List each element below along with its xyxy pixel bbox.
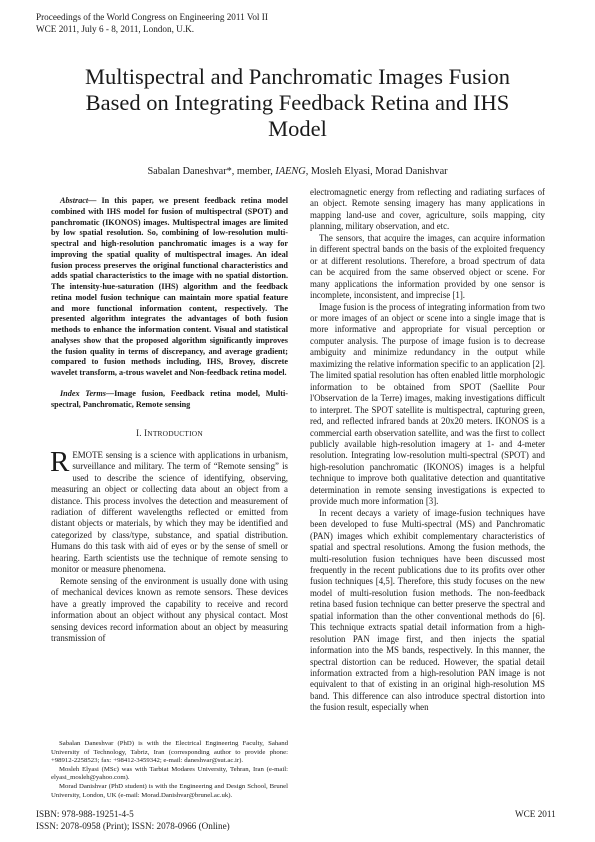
left-column (51, 196, 288, 644)
proceedings-header (36, 11, 268, 35)
paper-title (40, 64, 555, 142)
authors-affiliation: IAENG (275, 166, 306, 177)
author-list (40, 165, 555, 178)
header-line-1: Proceedings of the World Congress on Engineering 2011 Vol II (36, 12, 268, 22)
header-line-2: WCE 2011, July 6 - 8, 2011, London, U.K. (36, 24, 195, 34)
body-paragraph-1: electromagnetic energy from reflecting and radiating surfaces of an object. Remote sensing imagery has many applications in mapping land-use and cover, agriculture, soils mapping, city planning, military observation, and etc. (310, 187, 545, 232)
index-terms-label: Index Terms (60, 388, 106, 398)
title-line-3: Model (268, 116, 327, 141)
index-terms-text: —Image fusion, Feedback retina model, Multi-spectral, Panchromatic, Remote sensing (51, 388, 288, 409)
section-title-rest: NTRODUCTION (147, 429, 203, 439)
intro-p1-text: EMOTE sensing is a science with applications in urbanism, surveillance and military. The term of “Remote sensing” is used to describe the science of identifying, observing, measuring an object or collecting data about an object from a distance. This process involves the detection and measurement of radiation of different wavelengths reflected or emitted from distant objects or materials, by which they may be identified and categorized by class/type, substance, and spatial distribution. Humans do this task with aid of eyes or by the sense of smell or hearing. Earth scientists use the technique of remote sensing to monitor or measure phenomena. (51, 449, 288, 575)
footnote-3: Morad Danishvar (PhD student) is with the Engineering and Design School, Brunel University, London, UK (e-mail: Morad.Danishvar@brunel.ac.uk). (51, 782, 288, 799)
author-footnotes (51, 740, 288, 800)
page-footer-left (36, 808, 230, 832)
abstract-text: In this paper, we present feedback retina model combined with IHS model for fusion of multispectral (SPOT) and panchromatic (IKONOS) images. Multispectral images are limited by low spatial resolution. So, combining of low-resolution multi-spectral and high-resolution panchromatic images is a way for improving the spatial quality of multispectral images. An ideal fusion process preserves the original functional characteristics and adds spatial characteristics to the image with no spatial distortion. The intensity-hue-saturation (IHS) algorithm and the feedback retina model fusion technique can maintain more spatial feature and more functional information content, respectively. The presented algorithm integrates the advantages of both fusion methods to enhance the information content. Visual and statistical analyses show that the proposed algorithm significantly improves the fusion quality in terms of discrepancy, and average gradient; compared to fusion methods including, IHS, Brovey, discrete wavelet transform, a-trous wavelet and Non-feedback retina model. (51, 196, 288, 377)
authors-after: , Mosleh Elyasi, Morad Danishvar (305, 166, 448, 177)
footer-isbn: ISBN: 978-988-19251-4-5 (36, 809, 134, 819)
footnote-1: Sabalan Daneshvar (PhD) is with the Electrical Engineering Faculty, Sahand University of Technology, Tabriz, Iran (corresponding author to provide phone: +98912-2258523; fax: +98412-3459342; e-mail: daneshvar@sut.ac.ir). (51, 740, 288, 765)
section-first-letter: I (144, 428, 148, 439)
abstract-label: Abstract— (60, 196, 97, 205)
title-line-1: Multispectral and Panchromatic Images Fusion (85, 64, 510, 89)
body-paragraph-3: Image fusion is the process of integrating information from two or more images of an object or scene into a single image that is more informative and appropriate for visual perception or computer analysis. The purpose of image fusion is to decrease ambiguity and minimize redundancy in the output while maximizing the relative information specific to an application [2]. The limited spatial resolution has often enabled little morphologic information to be obtained from SPOT (Saellite Pour l'Observation de la Terre) images, making investigations difficult to interpret. The SPOT satellite is multispectral, capturing green, red, and reflected infrared bands at 20x20 meters. IKONOS is a commercial earth observation satellite, and was the first to collect publicly available high-resolution imagery at 1- and 4-meter resolution. Integrating low-resolution multi-spectral (SPOT) and high-resolution panchromatic (IKONOS) images is a helpful technique to improve both qualitative detection and quantitative determination in remote sensing investigations is expected to provide much more information [3]. (310, 301, 546, 507)
footnote-2: Mosleh Elyasi (MSc) was with Tarbiat Modares University, Tehran, Iran (e-mail: elyasi_mosleh@yahoo.com). (51, 765, 288, 782)
page-footer-right: WCE 2011 (515, 809, 556, 819)
section-heading-introduction (51, 428, 288, 439)
intro-paragraph-2: Remote sensing of the environment is usually done with using of mechanical devices known as remote sensors. These devices have a greatly improved the capability to receive and record information about an object without any physical contact. Most sensing devices record information about an object by measuring transmission of (51, 575, 288, 643)
footer-issn: ISSN: 2078-0958 (Print); ISSN: 2078-0966 (Online) (36, 821, 230, 831)
section-numeral: I. (136, 428, 145, 439)
drop-cap: R (50, 445, 70, 478)
intro-paragraph-1 (50, 445, 288, 576)
body-paragraph-4: In recent decays a variety of image-fusion techniques have been developed to fuse Multi-spectral (MS) and Panchromatic (PAN) images which exhibit complementary characteristics of spatial and spectral resolutions. Among the fusion methods, the multi-resolution fusion techniques have been discussed most frequently in the recent publications due to its profits over other fusion techniques [4,5]. Therefore, this study focuses on the new model of multi-resolution fusion methods. The non-feedback retina based fusion technique can better preserve the spectral and spatial information than the other conventional methods do [6]. This technique extracts spatial detail information from a high-resolution PAN image first, and then injects the spatial information into the MS bands, respectively. In this manner, the spectral distortion can be reduced. However, the spatial detail information extracted from a high-resolution PAN image is not equivalent to that of existing in an original high-resolution MS band. This difference can also introduce spectral distortion into the fusion result, especially when (310, 507, 545, 713)
body-paragraph-2: The sensors, that acquire the images, can acquire information in different spectral bands on the basis of the exploited frequency or at different resolutions. Therefore, a broad spectrum of data can be acquired from the same observed object or scene. For many applications the information provided by one sensor is incomplete, inconsistent, and imprecise [1]. (310, 232, 545, 301)
right-column (310, 187, 545, 714)
authors-before: Sabalan Daneshvar*, member, (147, 166, 276, 177)
index-terms (51, 389, 288, 411)
abstract (51, 196, 288, 379)
title-line-2: Based on Integrating Feedback Retina and IHS (85, 90, 510, 115)
